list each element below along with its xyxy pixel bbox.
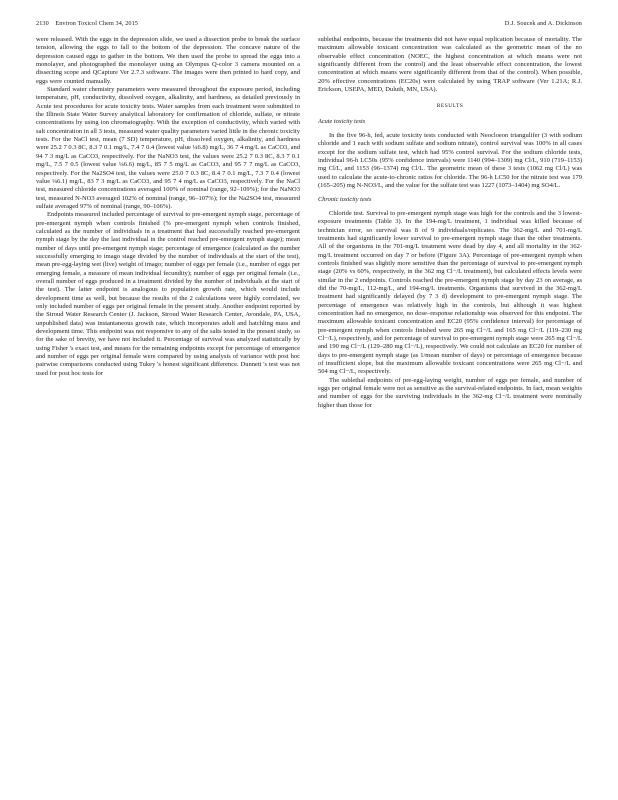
results-heading: RESULTS xyxy=(436,103,464,110)
running-head-journal: 2130 Environ Toxicol Chem 34, 2015 xyxy=(36,20,138,27)
paragraph-egg-counting: were released. With the eggs in the depression slide, we used a dissection probe to break the surface tension, allowing the eggs to fall to the bottom of the depression. The concave nature of the depression caused eggs to gather in the bottom. We then used the probe to spread the eggs into a monolayer, and photographed the monolayer using an Olympus Q-color 3 camera mounted on a dissecting scope and QCapture Ver 2.7.3 software. The images were then printed to hard copy, and eggs were counted manually. xyxy=(36,36,300,85)
left-column xyxy=(36,36,300,776)
right-column xyxy=(318,36,582,776)
chronic-toxicity-heading: Chronic toxicity tests xyxy=(318,195,372,203)
paragraph-endpoints: Endpoints measured included percentage of survival to pre-emergent nymph stage, percentage of pre-emergent nymph when controls finished (% pre-emergent nymph when controls finished, calculated as the number of individuals in a treatment that had successfully reached pre-emergent nymph stage by the day the last individual in the control reached pre-emergent nymph stage); mean number of days until pre-emergent nymph stage; percentage of emergence (calculated as the number successfully emerging to imago stage divided by the number of individuals at the start of the test), mean pre-egg-laying wet (live) weight of imago; number of eggs per female (i.e., number of eggs per emerging female, a measure of mean individual fecundity); number of eggs per original female (i.e., overall number of eggs produced in a treatment divided by the number of individuals at the start of the test). The latter endpoint is analogous to population growth rate, which would include development time as well, but because the results of the 2 calculations were highly correlated, we only included number of eggs per original female in the present study. Another endpoint reported by the Stroud Water Research Center (J. Jackson, Stroud Water Research Center, Avondale, PA, USA, unpublished data) was instantaneous growth rate, which incorporates adult and hatchling mass and development time. This endpoint was not responsive to any of the salts tested in the present study, so for the sake of brevity, we have not included it. Percentage of survival was analyzed statistically by using Fisher 's exact test, and means for the remaining endpoints except for percentage of emergence and number of eggs per original female were compared by using analysis of variance with post hoc pairwise comparisons conducted using Tukey 's honest significant difference. Dunnett 's test was not used for post hoc tests for xyxy=(36,211,300,377)
paragraph-statistics: sublethal endpoints, because the treatments did not have equal replication because of mortality. The maximum allowable toxicant concentration was calculated as the geometric mean of the no observable effect concentration (NOEC, the highest concentration at which means were not significantly different from the control) and the least observable effect concentration, the lowest concentration at which means were significantly different from that of the control). When possible, 20% effective concentrations (EC20s) were calculated by using TRAP software (Ver 1.21A; R.J. Erickson, USEPA, MED, Duluth, MN, USA). xyxy=(318,36,582,94)
acute-toxicity-heading: Acute toxicity tests xyxy=(318,117,366,125)
paragraph-sublethal-endpoints: The sublethal endpoints of pre-egg-laying weight, number of eggs per female, and number of eggs per original female were not as sensitive as the survival-related endpoints. In fact, mean weights and number of eggs for the surviving individuals in the 362-mg Cl−/L treatment were nominally higher than those for xyxy=(318,376,582,409)
paragraph-water-chemistry: Standard water chemistry parameters were measured throughout the exposure period, including temperature, pH, conductivity, dissolved oxygen, alkalinity, and hardness, as detailed previously in Acute test procedures for acute toxicity tests. Water samples from each treatment were submitted to the Illinois State Water Survey analytical laboratory for confirmation of chloride, sulfate, or nitrate concentrations by using ion chromatography. With the exception of conductivity, which varied with salt concentration in all 3 tests, measured water quality parameters varied little in the chronic toxicity tests. For the NaCl test, mean (7 SD) temperature, pH, dissolved oxygen, alkalinity, and hardness were 25.2 7 0.3 8C, 8.3 7 0.1 mg/L, 7.4 7 0.4 (lowest value ¼6.8) mg/L, 36 7 4 mg/L as CaCO3, and 94 7 3 mg/L as CaCO3, respectively. For the NaNO3 test, the values were 25.2 7 0.3 8C, 8.3 7 0.1 mg/L, 7.5 7 0.5 (lowest value ¼6.6) mg/L, 85 7 5 mg/L as CaCO3, and 95 7 7 mg/L as CaCO3, respectively. For the Na2SO4 test, the values were 25.0 7 0.3 8C, 8.4 7 0.1 mg/L, 7.3 7 0.4 (lowest value ¼6.1) mg/L, 83 7 3 mg/L as CaCO3, and 95 7 4 mg/L as CaCO3, respectively. For the NaCl test, measured chloride concentrations averaged 100% of nominal (range, 92–109%); for the NaNO3 test, measured N-NO3 averaged 102% of nominal (range, 96–107%); for the Na2SO4 test, measured sulfate averaged 97% of nominal (range, 90–106%). xyxy=(36,86,300,210)
paragraph-chloride-test: Chloride test. Survival to pre-emergent nymph stage was high for the controls and the 3 lowest-exposure treatments (Table 3). In the 194-mg/L treatment, 1 individual was killed because of technician error, so survival was 8 of 9 individuals/replicates. The 362-mg/L and 701-mg/L treatments had significantly lower survival to pre-emergent nymph stage than the other treatments. All of the organisms in the 701-mg/L treatment were dead by day 4, and all mortality in the 362-mg/L treatment occurred on day 7 or before (Figure 3A). Percentage of pre-emergent nymph when controls finished was slightly more sensitive than the percentage of survival to pre-emergent nymph stage (20% vs 60%, respectively, in the 362 mg Cl−/L treatment), but calculated effects levels were similar in the 2 endpoints. Controls reached the pre-emergent nymph stage by day 23 on average, as did the 70-mg/L, 112-mg/L, and 194-mg/L treatments. Organisms that survived in the 362-mg/L treatment had significantly delayed (by 7 3 d) development to pre-emergent nymph stage. The percentage of emergence was relatively high in the controls, but although it was highest concentration had no emergence, no dose–response relationship was observed for this endpoint. The maximum allowable toxicant concentration and EC20 (95% confidence interval) for percentage of pre-emergent nymph when controls finished were 265 mg Cl−/L and 165 mg Cl−/L (119–230 mg Cl−/L), respectively, and for percentage of survival to pre-emergent nymph stage were 265 mg Cl−/L and 190 mg Cl−/L (129–280 mg Cl−/L), respectively. We could not calculate an EC20 for number of days to pre-emergent nymph stage (as 1/mean number of days) or percentage of emergence because of insufficient slope, but the maximum allowable toxicant concentrations were 265 mg Cl−/L and 504 mg Cl−/L, respectively. xyxy=(318,209,582,376)
paragraph-acute-results: In the five 96-h, fed, acute toxicity tests conducted with Neocloeon triangulifer (3 with sodium chloride and 1 each with sodium sulfate and sodium nitrate), control survival was 100% in all cases except for the sodium sulfate test, which had 95% control survival. For the sodium chloride tests, individual 96-h LC50s (95% confidence intervals) were 1140 (994–1309) mg Cl/L, 910 (719–1153) mg Cl/L, and 1153 (96–1374) mg Cl/L. The geometric mean of these 3 tests (1062 mg Cl/L) was used to calculate the acute-to-chronic ratios for chloride. The 96-h LC50 for the nitrate test was 179 (165–205) mg N-NO3/L, and the value for the sulfate test was 1227 (1073–1404) mg SO4/L. xyxy=(318,132,582,190)
running-head xyxy=(36,20,582,32)
running-head-authors: D.J. Soucek and A. Dickinson xyxy=(504,20,582,27)
